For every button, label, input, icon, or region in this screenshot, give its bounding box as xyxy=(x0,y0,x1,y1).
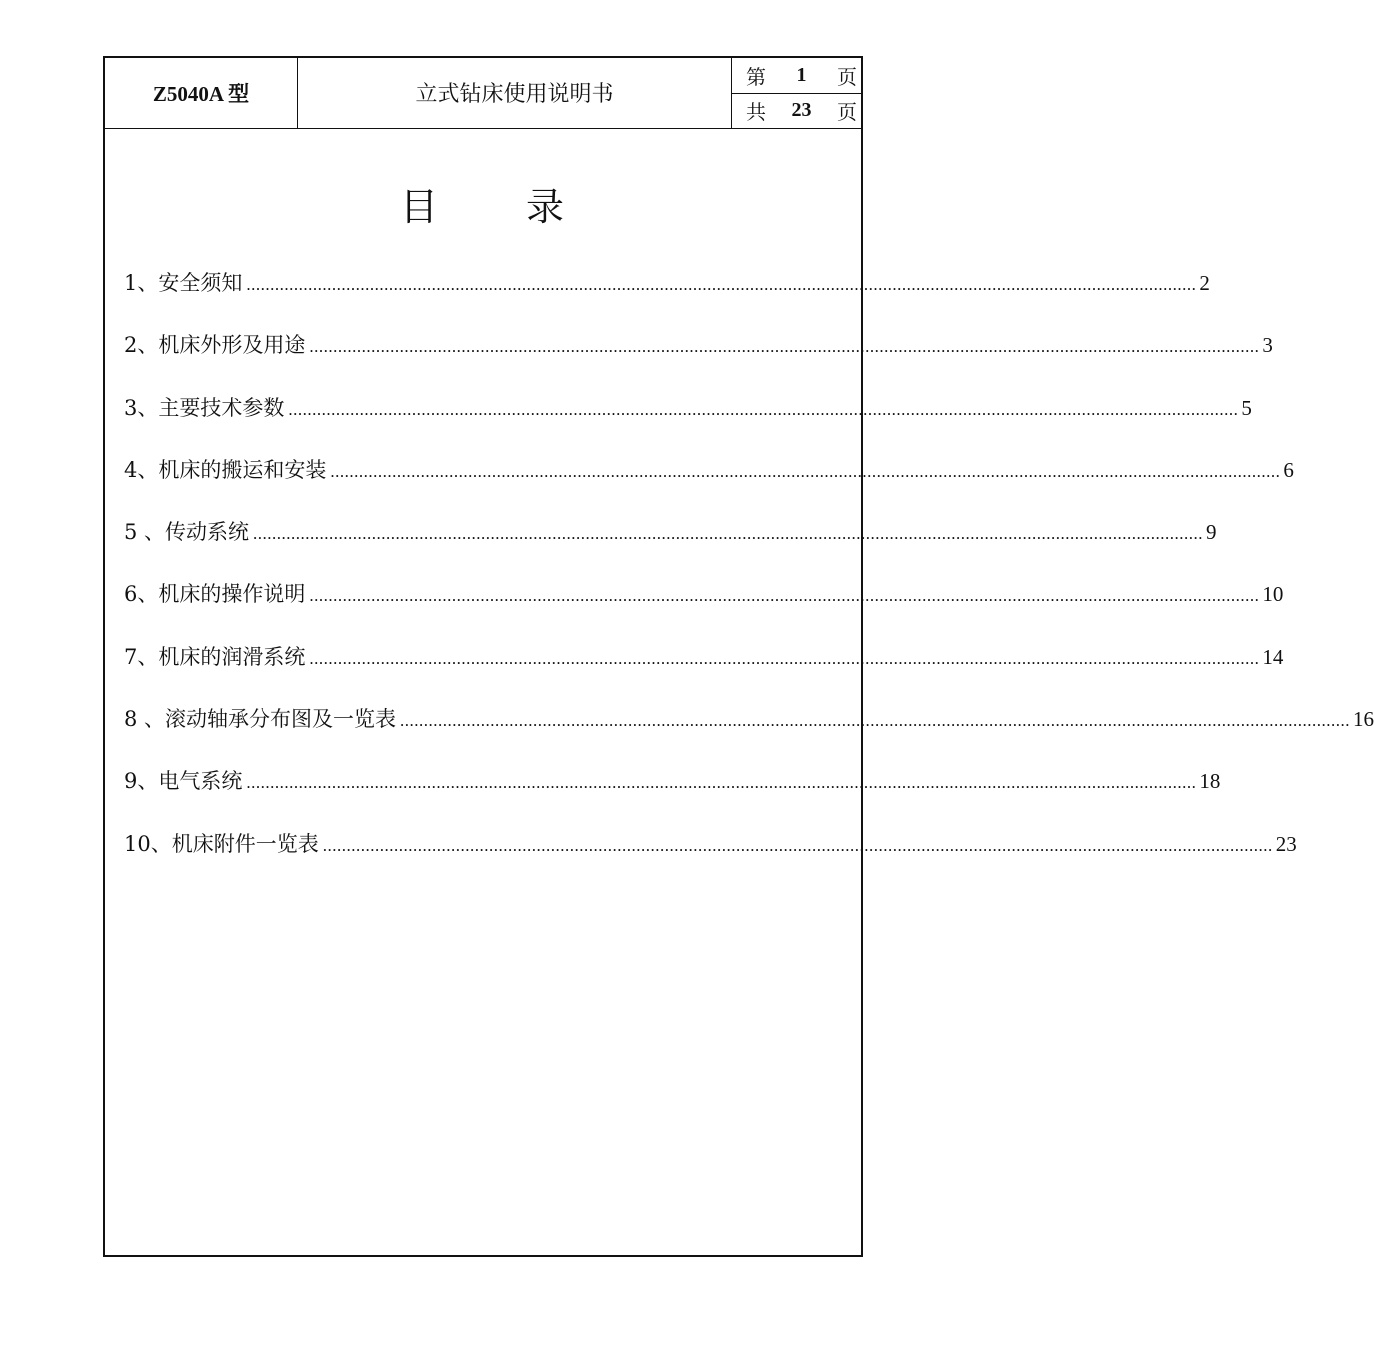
toc-entry[interactable] xyxy=(124,453,1294,515)
toc-dot-leader: ........................................................................................................................................................................................................ xyxy=(322,835,1273,855)
toc-entry[interactable] xyxy=(124,515,1217,577)
document-header xyxy=(105,58,861,129)
total-prefix: 共 xyxy=(746,100,766,125)
toc-entry[interactable] xyxy=(124,266,1210,328)
toc-entry-label: 3、主要技术参数 xyxy=(124,395,285,420)
toc-heading-char: 目 xyxy=(399,185,440,229)
toc-heading-char: 录 xyxy=(526,185,567,229)
total-pages: 23 xyxy=(791,99,812,122)
toc-dot-leader: ........................................................................................................................................................................................................ xyxy=(246,773,1197,793)
page-suffix: 页 xyxy=(837,64,857,89)
toc-entry[interactable] xyxy=(124,764,1221,826)
page-frame xyxy=(103,56,1374,1257)
model-label: Z5040A 型 xyxy=(152,82,250,106)
toc-entry-page: 2 xyxy=(1199,271,1210,295)
table-of-contents xyxy=(124,266,1374,889)
toc-entry[interactable] xyxy=(124,640,1284,702)
toc-dot-leader: ........................................................................................................................................................................................................ xyxy=(288,399,1239,419)
toc-entry-page: 5 xyxy=(1241,395,1252,420)
toc-entry-page: 18 xyxy=(1199,769,1221,794)
page-prefix: 第 xyxy=(746,64,766,89)
page-number: 1 xyxy=(796,63,807,86)
toc-dot-leader: ........................................................................................................................................................................................................ xyxy=(400,711,1351,731)
toc-dot-leader: ........................................................................................................................................................................................................ xyxy=(253,524,1204,544)
total-pages-row xyxy=(732,93,861,129)
toc-entry-page: 9 xyxy=(1206,520,1217,545)
toc-entry-page: 23 xyxy=(1275,831,1297,856)
toc-entry-page: 16 xyxy=(1353,707,1374,732)
toc-entry[interactable] xyxy=(124,702,1374,764)
toc-entry-page: 3 xyxy=(1262,333,1273,358)
document-title: 立式钻床使用说明书 xyxy=(415,81,614,107)
model-cell xyxy=(105,58,298,128)
total-suffix: 页 xyxy=(837,100,857,125)
toc-entry[interactable] xyxy=(124,827,1297,889)
toc-dot-leader: ........................................................................................................................................................................................................ xyxy=(309,586,1260,606)
toc-entry-label: 8 、滚动轴承分布图及一览表 xyxy=(124,707,397,732)
toc-entry-page: 6 xyxy=(1283,457,1294,482)
toc-dot-leader: ........................................................................................................................................................................................................ xyxy=(330,461,1281,481)
current-page-row xyxy=(732,58,861,93)
toc-entry-label: 10、机床附件一览表 xyxy=(124,831,319,856)
toc-entry-label: 4、机床的搬运和安装 xyxy=(124,457,327,482)
toc-entry-label: 6、机床的操作说明 xyxy=(124,582,306,607)
toc-entry[interactable] xyxy=(124,328,1273,390)
title-cell xyxy=(298,58,732,128)
toc-entry-label: 9、电气系统 xyxy=(124,769,243,794)
toc-heading xyxy=(105,176,861,231)
toc-entry-label: 7、机床的润滑系统 xyxy=(124,644,306,669)
toc-entry-label: 2、机床外形及用途 xyxy=(124,333,306,358)
toc-entry-label: 5 、传动系统 xyxy=(124,520,250,545)
toc-dot-leader: ........................................................................................................................................................................................................ xyxy=(309,337,1260,357)
toc-dot-leader: ........................................................................................................................................................................................................ xyxy=(246,275,1197,294)
toc-entry-page: 14 xyxy=(1262,644,1284,669)
page-info-cell xyxy=(732,58,861,128)
toc-dot-leader: ........................................................................................................................................................................................................ xyxy=(309,648,1260,668)
toc-entry-page: 10 xyxy=(1262,582,1284,607)
toc-entry[interactable] xyxy=(124,391,1252,453)
toc-entry-label: 1、安全须知 xyxy=(124,271,243,295)
toc-entry[interactable] xyxy=(124,577,1284,639)
